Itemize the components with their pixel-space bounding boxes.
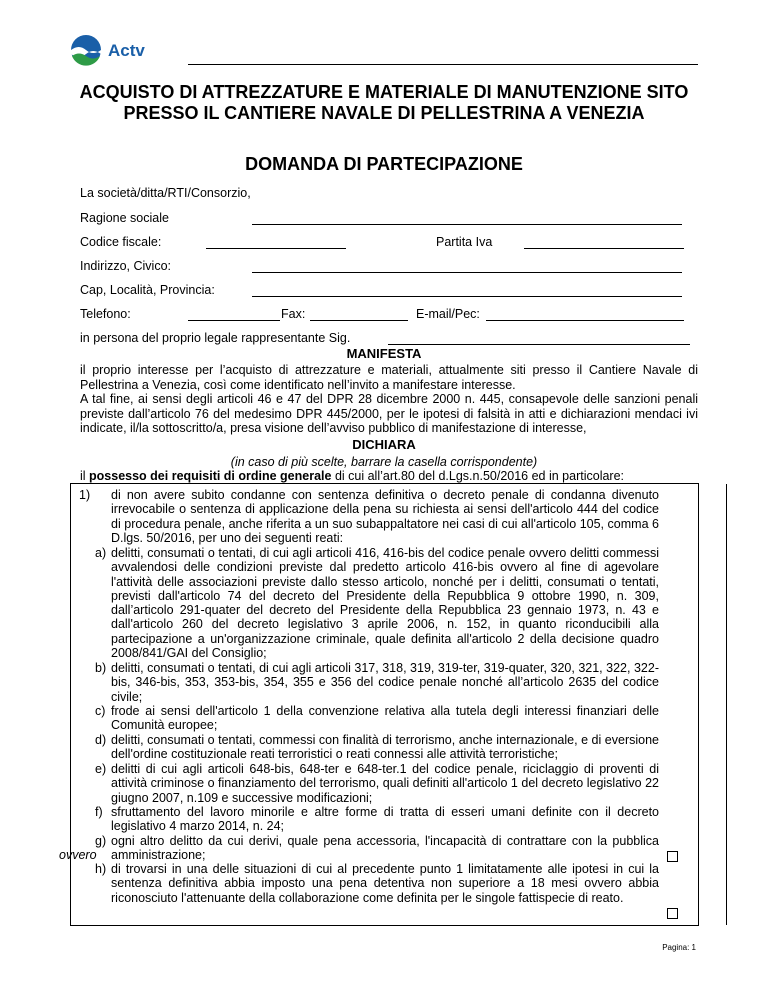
checkbox-item-1[interactable] xyxy=(667,851,678,862)
rappresentante-field[interactable] xyxy=(388,344,690,345)
cap-field[interactable] xyxy=(252,296,682,297)
document-subtitle: DOMANDA DI PARTECIPAZIONE xyxy=(245,154,523,174)
fax-field[interactable] xyxy=(310,320,408,321)
email-label: E-mail/Pec: xyxy=(416,307,480,321)
item-b-text: delitti, consumati o tentati, di cui agli articoli 317, 318, 319, 319-ter, 319-quater, 320, 321, 322, 322-bis, 346-bis, 353, 353-bis, 354, 355 e 356 del codice penale nonché all’articolo 2635 del codice civile; xyxy=(111,661,659,704)
cap-label: Cap, Località, Provincia: xyxy=(80,283,215,297)
page-number: Pagina: 1 xyxy=(662,943,696,952)
partita-iva-field[interactable] xyxy=(524,248,684,249)
item-a-label: a) xyxy=(95,546,107,560)
checkbox-item-h[interactable] xyxy=(667,908,678,919)
item-g-label: g) xyxy=(95,834,107,848)
item-c-text: frode ai sensi dell'articolo 1 della convenzione relativa alla tutela degli interessi finanziari delle Comunità europee; xyxy=(111,704,659,733)
codice-fiscale-label: Codice fiscale: xyxy=(80,235,162,249)
item-f-label: f) xyxy=(95,805,103,819)
logo-text: Actv xyxy=(108,41,145,60)
actv-logo xyxy=(70,32,180,68)
intro-text: La società/ditta/RTI/Consorzio, xyxy=(80,186,251,200)
partita-iva-label: Partita Iva xyxy=(436,235,493,249)
requisiti-box xyxy=(59,483,699,926)
header-rule xyxy=(188,64,698,65)
indirizzo-label: Indirizzo, Civico: xyxy=(80,259,171,273)
telefono-label: Telefono: xyxy=(80,307,131,321)
item-1-text: di non avere subito condanne con sentenza definitiva o decreto penale di condanna divenuto irrevocabile o sentenza di applicazione della pena su richiesta ai sensi dell'articolo 444 del codice di procedura penale, anche riferita a un suo subappaltatore nei casi di cui all'articolo 105, comma 6 D.lgs. 50/2016, per uno dei seguenti reati: xyxy=(111,488,659,545)
dichiara-lead: il possesso dei requisiti di ordine generale di cui all’art.80 del d.Lgs.n.50/2016 ed in particolare: xyxy=(80,469,625,483)
ragione-sociale-field[interactable] xyxy=(252,224,682,225)
ragione-sociale-label: Ragione sociale xyxy=(80,211,169,225)
codice-fiscale-field[interactable] xyxy=(206,248,346,249)
ovvero-label: ovvero xyxy=(59,848,97,862)
item-d-text: delitti, consumati o tentati, commessi con finalità di terrorismo, anche internazionale, e di eversione dell'ordine costituzionale reati terroristici o reati connessi alle attività terroristiche; xyxy=(111,733,659,762)
item-g-text: ogni altro delitto da cui derivi, quale pena accessoria, l'incapacità di contrattare con la pubblica amministrazione; xyxy=(111,834,659,863)
item-b-label: b) xyxy=(95,661,107,675)
item-d-label: d) xyxy=(95,733,107,747)
manifesta-text: il proprio interesse per l’acquisto di attrezzature e materiali, attualmente siti presso il Cantiere Navale di Pellestrina a Venezia, così come identificato nell’invito a manifestare interesse. xyxy=(80,363,698,392)
item-e-label: e) xyxy=(95,762,107,776)
item-h-text: di trovarsi in una delle situazioni di cui al precedente punto 1 limitatamente alle ipotesi in cui la sentenza definitiva abbia imposto una pena detentiva non superiore a 18 mesi ovvero abbia riconosciuto l'attenuante della collaborazione come definita per le singole fattispecie di reato. xyxy=(111,862,659,905)
document-title: ACQUISTO DI ATTREZZATURE E MATERIALE DI MANUTENZIONE SITO PRESSO IL CANTIERE NAVALE DI PELLESTRINA A VENEZIA xyxy=(79,82,689,123)
telefono-field[interactable] xyxy=(188,320,280,321)
manifesta-heading: MANIFESTA xyxy=(346,346,422,361)
indirizzo-field[interactable] xyxy=(252,272,682,273)
item-1-number: 1) xyxy=(79,488,91,502)
item-c-label: c) xyxy=(95,704,106,718)
email-field[interactable] xyxy=(486,320,684,321)
item-e-text: delitti di cui agli articoli 648-bis, 648-ter e 648-ter.1 del codice penale, riciclaggio di proventi di attività criminose o finanziamento del terrorismo, quali definiti all'articolo 1 del decreto legislativo 22 giugno 2007, n.109 e successive modificazioni; xyxy=(111,762,659,805)
item-a-text: delitti, consumati o tentati, di cui agli articoli 416, 416-bis del codice penale ovvero delitti commessi avvalendosi delle condizioni previste dal predetto articolo 416-bis ovvero al fine di agevolare l'attività delle associazioni previste dallo stesso articolo, nonché per i delitti, consumati o tentati, previsti dall'articolo 74 del decreto del Presidente della Repubblica 9 ottobre 1990, n. 309, dall’articolo 291-quater del decreto del Presidente della Repubblica 23 gennaio 1973, n. 43 e dall'articolo 260 del decreto legislativo 3 aprile 2006, n. 152, in quanto riconducibili alla partecipazione a un'organizzazione criminale, quale definita all'articolo 2 della decisione quadro 2008/841/GAI del Consiglio; xyxy=(111,546,659,661)
item-h-label: h) xyxy=(95,862,107,876)
rappresentante-label: in persona del proprio legale rappresentante Sig. xyxy=(80,331,351,345)
box-column-divider xyxy=(726,484,727,925)
fax-label: Fax: xyxy=(281,307,306,321)
item-f-text: sfruttamento del lavoro minorile e altre forme di tratta di esseri umani definite con il decreto legislativo 4 marzo 2014, n. 24; xyxy=(111,805,659,834)
manifesta-declaration: A tal fine, ai sensi degli articoli 46 e 47 del DPR 28 dicembre 2000 n. 445, consapevole delle sanzioni penali previste dall’articolo 76 del medesimo DPR 445/2000, per le ipotesi di falsità in atti e dichiarazioni mendaci ivi indicate, il/la sottoscritto/a, presa visione dell’avviso pubblico di manifestazione di interesse, xyxy=(80,392,698,435)
dichiara-note: (in caso di più scelte, barrare la casella corrispondente) xyxy=(230,455,538,469)
dichiara-heading: DICHIARA xyxy=(352,437,416,452)
